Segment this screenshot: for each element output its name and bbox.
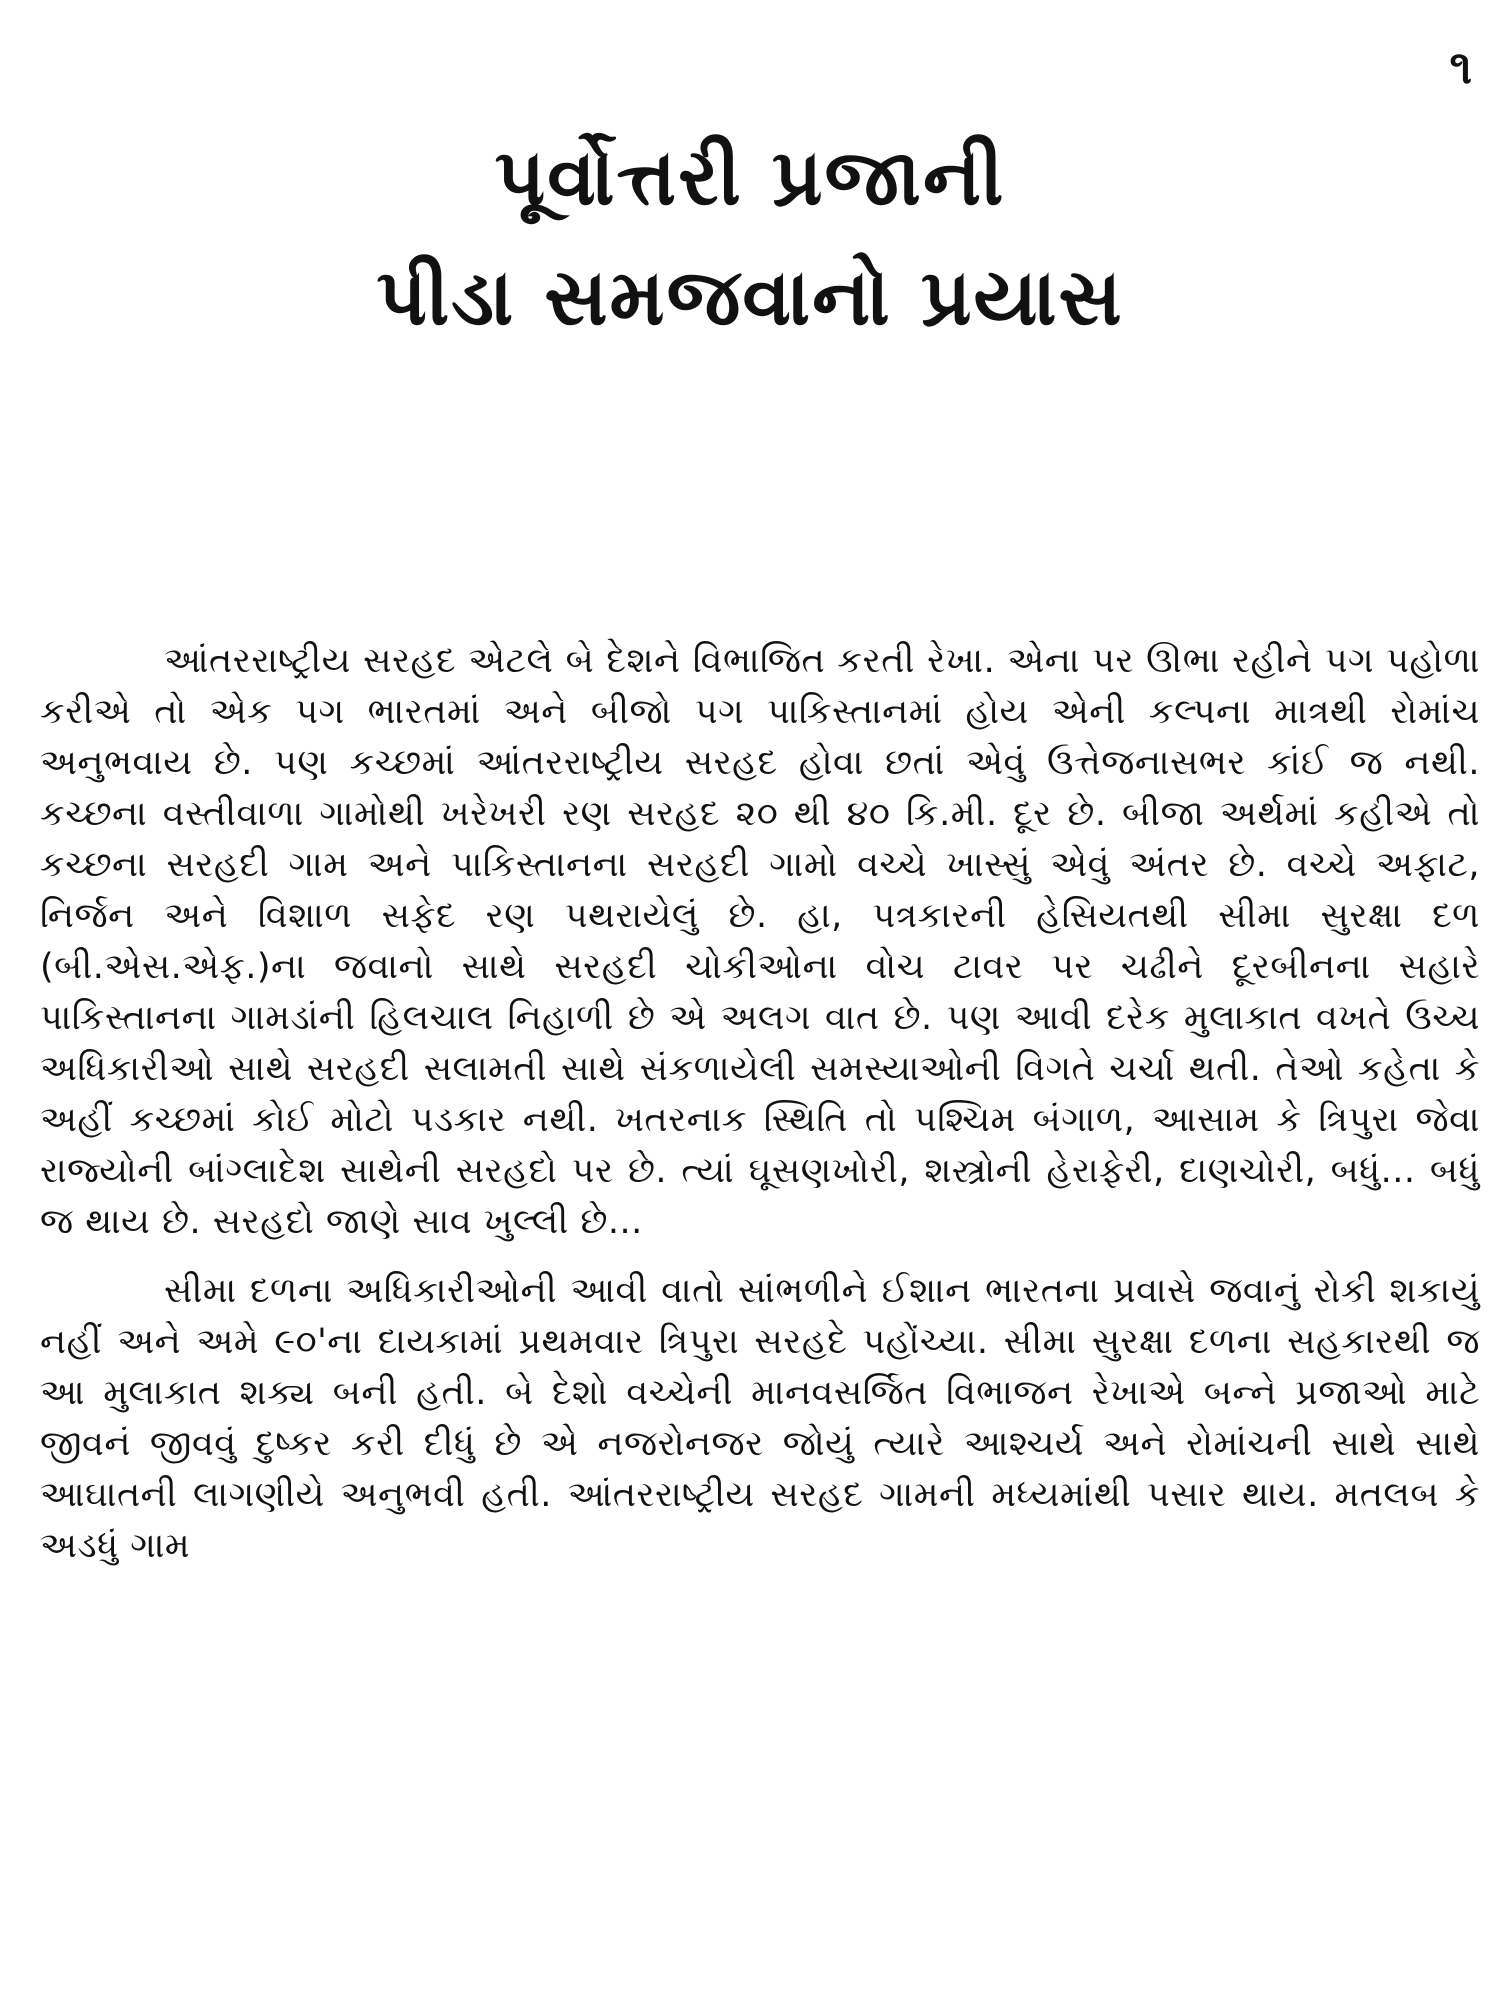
paragraph-2: સીમા દળના અધિકારીઓની આવી વાતો સાંભળીને ઈશાન ભારતના પ્રવાસે જવાનું રોકી શકાયું નહીં અને અમે ૯૦'ના દાયકામાં પ્રથમવાર ત્રિપુરા સરહદે પહોંચ્યા. સીમા સુરક્ષા દળના સહકારથી જ આ મુલાકાત શક્ય બની હતી. બે દેશો વચ્ચેની માનવસર્જિત વિભાજન રેખાએ બન્ને પ્રજાઓ માટે જીવનં જીવવું દુષ્કર કરી દીધું છે એ નજરોનજર જોયું ત્યારે આશ્ચર્ય અને રોમાંચની સાથે સાથે આઘાતની લાગણીયે અનુભવી હતી. આંતરરાષ્ટ્રીય સરહદ ગામની મધ્યમાંથી પસાર થાય. મતલબ કે અડધું ગામ [40, 1271, 1480, 1566]
body-text [40, 636, 1480, 1590]
page-number: ૧ [1449, 40, 1472, 94]
chapter-title [0, 118, 1500, 358]
paragraph-1: આંતરરાષ્ટ્રીય સરહદ એટલે બે દેશને વિભાજિત કરતી રેખા. એના પર ઊભા રહીને પગ પહોળા કરીએ તો એક પગ ભારતમાં અને બીજો પગ પાકિસ્તાનમાં હોય એની કલ્પના માત્રથી રોમાંચ અનુભવાય છે. પણ કચ્છમાં આંતરરાષ્ટ્રીય સરહદ હોવા છતાં એવું ઉત્તેજનાસભર કાંઈ જ નથી. કચ્છના વસ્તીવાળા ગામોથી ખરેખરી રણ સરહદ ૨૦ થી ૪૦ કિ.મી. દૂર છે. બીજા અર્થમાં કહીએ તો કચ્છના સરહદી ગામ અને પાકિસ્તાનના સરહદી ગામો વચ્ચે ખાસ્સું એવું અંતર છે. વચ્ચે અફાટ, નિર્જન અને વિશાળ સફેદ રણ પથરાયેલું છે. હા, પત્રકારની હેસિયતથી સીમા સુરક્ષા દળ (બી.એસ.એફ.)ના જવાનો સાથે સરહદી ચોકીઓના વોચ ટાવર પર ચઢીને દૂરબીનના સહારે પાકિસ્તાનના ગામડાંની હિલચાલ નિહાળી છે એ અલગ વાત છે. પણ આવી દરેક મુલાકાત વખતે ઉચ્ચ અધિકારીઓ સાથે સરહદી સલામતી સાથે સંકળાયેલી સમસ્યાઓની વિગતે ચર્ચા થતી. તેઓ કહેતા કે અહીં કચ્છમાં કોઈ મોટો પડકાર નથી. ખતરનાક સ્થિતિ તો પશ્ચિમ બંગાળ, આસામ કે ત્રિપુરા જેવા રાજ્યોની બાંગ્લાદેશ સાથેની સરહદો પર છે. ત્યાં ઘૂસણખોરી, શસ્ત્રોની હેરાફેરી, દાણચોરી, બધું... બધું જ થાય છે. સરહદો જાણે સાવ ખુલ્લી છે... [40, 641, 1480, 1242]
chapter-title-line-1: પૂર્વોત્તરી પ્રજાની [494, 133, 1006, 223]
chapter-title-line-2: પીડા સમજવાનો પ્રયાસ [376, 253, 1124, 343]
